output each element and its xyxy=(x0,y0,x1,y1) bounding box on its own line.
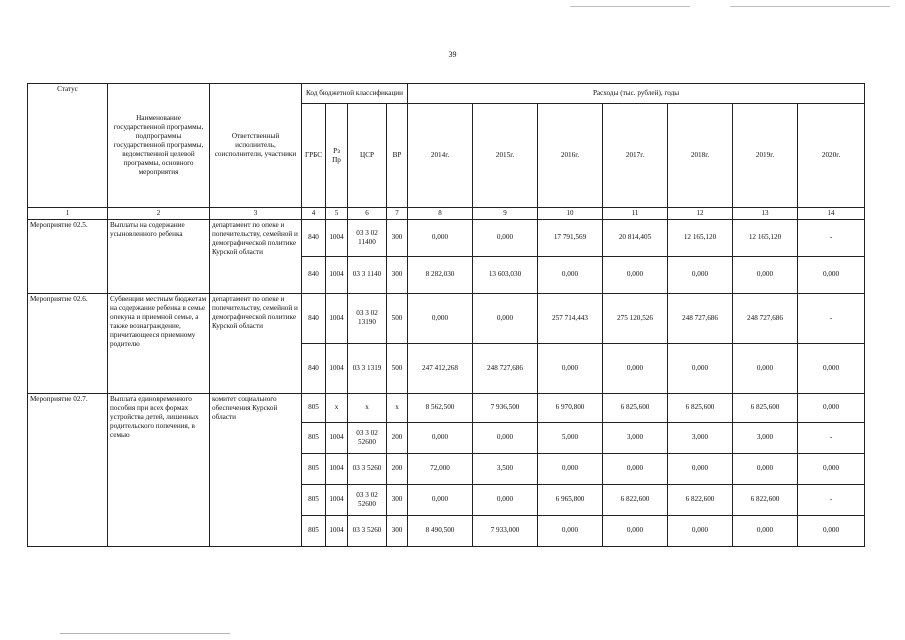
value-cell: 0,000 xyxy=(473,219,538,256)
header-expenses: Расходы (тыс. рублей), годы xyxy=(408,84,865,104)
program-name-cell: Субвенции местным бюджетам на содержание ребенка в семье опекуна и приемной семье, а также вознаграждение, причитающееся приемному родителю xyxy=(108,293,210,393)
scan-artifact xyxy=(570,6,690,7)
column-number: 7 xyxy=(387,208,408,220)
csr-cell: 03 3 5260 xyxy=(348,515,387,546)
value-cell: 6 825,600 xyxy=(603,393,668,422)
header-executor: Ответственный исполнитель, соисполнители, участники xyxy=(210,84,302,208)
value-cell: 247 412,268 xyxy=(408,343,473,393)
rzpr-cell: 1004 xyxy=(326,453,348,484)
header-budget-code: Код бюджетной классификации xyxy=(302,84,408,104)
column-number: 12 xyxy=(668,208,733,220)
csr-cell: 03 3 5260 xyxy=(348,453,387,484)
column-number: 4 xyxy=(302,208,326,220)
value-cell: 6 965,800 xyxy=(538,484,603,515)
value-cell: 248 727,686 xyxy=(473,343,538,393)
rzpr-cell: х xyxy=(326,393,348,422)
grbs-cell: 805 xyxy=(302,393,326,422)
value-cell: 3,000 xyxy=(668,422,733,453)
header-grbs: ГРБС xyxy=(302,104,326,208)
value-cell: 0,000 xyxy=(538,343,603,393)
value-cell: 8 490,500 xyxy=(408,515,473,546)
program-name-cell: Выплата единовременного пособия при всех формах устройства детей, лишенных родительского попечения, в семью xyxy=(108,393,210,546)
rzpr-cell: 1004 xyxy=(326,256,348,293)
executor-cell: комитет социального обеспечения Курской области xyxy=(210,393,302,546)
vr-cell: 300 xyxy=(387,256,408,293)
value-cell: 12 165,120 xyxy=(733,219,798,256)
value-cell: 0,000 xyxy=(603,453,668,484)
header-year: 2016г. xyxy=(538,104,603,208)
header-vr: ВР xyxy=(387,104,408,208)
value-cell: 6 970,800 xyxy=(538,393,603,422)
value-cell: 0,000 xyxy=(603,515,668,546)
vr-cell: 300 xyxy=(387,219,408,256)
value-cell: 0,000 xyxy=(473,484,538,515)
value-cell: 5,000 xyxy=(538,422,603,453)
header-rzpr: Рз Пр xyxy=(326,104,348,208)
rzpr-cell: 1004 xyxy=(326,219,348,256)
value-cell: 8 562,500 xyxy=(408,393,473,422)
value-cell: 0,000 xyxy=(798,515,865,546)
value-cell: 6 822,600 xyxy=(733,484,798,515)
column-number: 5 xyxy=(326,208,348,220)
value-cell: 0,000 xyxy=(408,219,473,256)
table-row xyxy=(28,393,865,422)
vr-cell: 500 xyxy=(387,343,408,393)
value-cell: 0,000 xyxy=(473,422,538,453)
rzpr-cell: 1004 xyxy=(326,343,348,393)
value-cell: 0,000 xyxy=(733,515,798,546)
scan-artifact xyxy=(730,6,890,7)
column-number: 6 xyxy=(348,208,387,220)
value-cell: 0,000 xyxy=(733,453,798,484)
vr-cell: 200 xyxy=(387,422,408,453)
value-cell: 7 933,000 xyxy=(473,515,538,546)
csr-cell: 03 3 1140 xyxy=(348,256,387,293)
grbs-cell: 805 xyxy=(302,515,326,546)
column-number: 9 xyxy=(473,208,538,220)
status-cell: Мероприятие 02.7. xyxy=(28,393,108,546)
value-cell: 0,000 xyxy=(668,453,733,484)
csr-cell: 03 3 02 52600 xyxy=(348,422,387,453)
rzpr-cell: 1004 xyxy=(326,515,348,546)
column-number: 13 xyxy=(733,208,798,220)
value-cell: 13 603,030 xyxy=(473,256,538,293)
value-cell: - xyxy=(798,422,865,453)
header-csr: ЦСР xyxy=(348,104,387,208)
value-cell: 0,000 xyxy=(408,293,473,343)
value-cell: 248 727,686 xyxy=(668,293,733,343)
scan-artifact xyxy=(60,633,230,634)
value-cell: 3,000 xyxy=(733,422,798,453)
value-cell: 0,000 xyxy=(408,484,473,515)
vr-cell: 300 xyxy=(387,484,408,515)
header-year: 2017г. xyxy=(603,104,668,208)
rzpr-cell: 1004 xyxy=(326,422,348,453)
grbs-cell: 805 xyxy=(302,453,326,484)
grbs-cell: 840 xyxy=(302,219,326,256)
value-cell: 0,000 xyxy=(668,256,733,293)
column-number: 10 xyxy=(538,208,603,220)
rzpr-cell: 1004 xyxy=(326,484,348,515)
value-cell: 20 814,405 xyxy=(603,219,668,256)
csr-cell: 03 3 1319 xyxy=(348,343,387,393)
vr-cell: 200 xyxy=(387,453,408,484)
column-number: 2 xyxy=(108,208,210,220)
page-number: 39 xyxy=(448,50,457,59)
budget-table xyxy=(27,83,865,547)
grbs-cell: 840 xyxy=(302,343,326,393)
value-cell: 8 282,030 xyxy=(408,256,473,293)
value-cell: 0,000 xyxy=(733,343,798,393)
header-year: 2014г. xyxy=(408,104,473,208)
column-number: 11 xyxy=(603,208,668,220)
value-cell: 0,000 xyxy=(603,343,668,393)
value-cell: 6 825,600 xyxy=(733,393,798,422)
value-cell: 0,000 xyxy=(538,515,603,546)
value-cell: 12 165,120 xyxy=(668,219,733,256)
value-cell: 3,500 xyxy=(473,453,538,484)
value-cell: 3,000 xyxy=(603,422,668,453)
value-cell: 0,000 xyxy=(603,256,668,293)
column-number-row xyxy=(28,208,865,220)
vr-cell: х xyxy=(387,393,408,422)
value-cell: - xyxy=(798,484,865,515)
value-cell: 0,000 xyxy=(733,256,798,293)
status-cell: Мероприятие 02.6. xyxy=(28,293,108,393)
column-number: 1 xyxy=(28,208,108,220)
value-cell: 0,000 xyxy=(798,343,865,393)
header-program-name: Наименование государственной программы, подпрограммы государственной программы, ведомственной целевой программы, основного мероприятия xyxy=(108,84,210,208)
value-cell: 0,000 xyxy=(473,293,538,343)
value-cell: 6 822,600 xyxy=(668,484,733,515)
program-name-cell: Выплаты на содержание усыновленного ребенка xyxy=(108,219,210,293)
vr-cell: 500 xyxy=(387,293,408,343)
status-cell: Мероприятие 02.5. xyxy=(28,219,108,293)
executor-cell: департамент по опеке и попечительству, семейной и демографической политике Курской области xyxy=(210,293,302,393)
value-cell: 0,000 xyxy=(798,453,865,484)
grbs-cell: 840 xyxy=(302,293,326,343)
value-cell: - xyxy=(798,293,865,343)
csr-cell: 03 3 02 13190 xyxy=(348,293,387,343)
header-year: 2019г. xyxy=(733,104,798,208)
value-cell: 6 825,600 xyxy=(668,393,733,422)
value-cell: 0,000 xyxy=(668,343,733,393)
column-number: 8 xyxy=(408,208,473,220)
table-row xyxy=(28,219,865,256)
csr-cell: х xyxy=(348,393,387,422)
value-cell: 0,000 xyxy=(798,256,865,293)
csr-cell: 03 3 02 52600 xyxy=(348,484,387,515)
value-cell: 0,000 xyxy=(798,393,865,422)
value-cell: 17 791,569 xyxy=(538,219,603,256)
header-year: 2015г. xyxy=(473,104,538,208)
header-status: Статус xyxy=(28,84,108,208)
rzpr-cell: 1004 xyxy=(326,293,348,343)
value-cell: 0,000 xyxy=(408,422,473,453)
value-cell: 6 822,600 xyxy=(603,484,668,515)
column-number: 14 xyxy=(798,208,865,220)
executor-cell: департамент по опеке и попечительству, семейной и демографической политике Курской области xyxy=(210,219,302,293)
value-cell: 72,000 xyxy=(408,453,473,484)
value-cell: 0,000 xyxy=(538,453,603,484)
header-year: 2018г. xyxy=(668,104,733,208)
grbs-cell: 805 xyxy=(302,484,326,515)
value-cell: - xyxy=(798,219,865,256)
grbs-cell: 805 xyxy=(302,422,326,453)
value-cell: 0,000 xyxy=(668,515,733,546)
grbs-cell: 840 xyxy=(302,256,326,293)
value-cell: 275 120,526 xyxy=(603,293,668,343)
value-cell: 257 714,443 xyxy=(538,293,603,343)
value-cell: 0,000 xyxy=(538,256,603,293)
header-year: 2020г. xyxy=(798,104,865,208)
column-number: 3 xyxy=(210,208,302,220)
value-cell: 7 936,500 xyxy=(473,393,538,422)
vr-cell: 300 xyxy=(387,515,408,546)
csr-cell: 03 3 02 11400 xyxy=(348,219,387,256)
value-cell: 248 727,686 xyxy=(733,293,798,343)
table-row xyxy=(28,293,865,343)
